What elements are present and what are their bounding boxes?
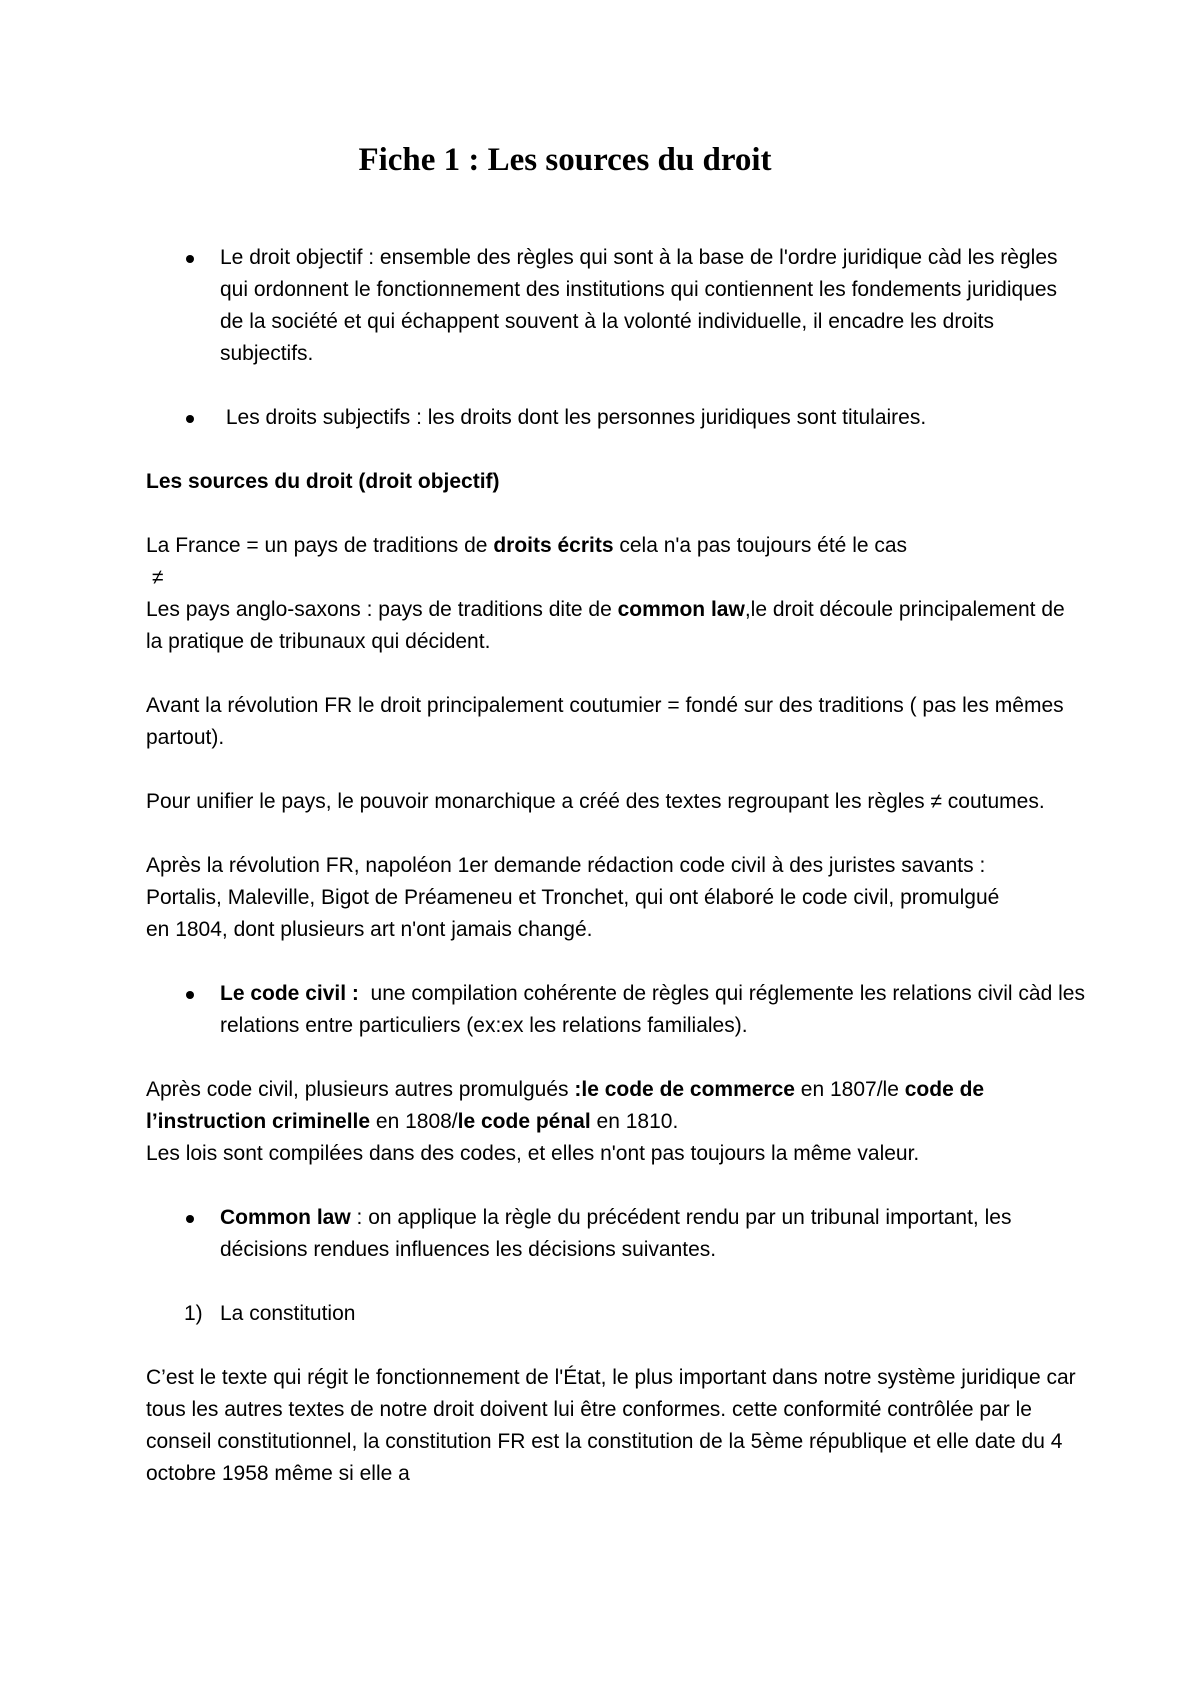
spacer xyxy=(146,434,1086,466)
bold-run: Common law xyxy=(220,1206,351,1229)
bold-run: common law xyxy=(617,598,745,621)
bullet-code-civil xyxy=(146,978,1086,1042)
document-body xyxy=(146,242,1086,1490)
text-run: La France = un pays de traditions de xyxy=(146,534,494,557)
spacer xyxy=(146,370,1086,402)
text-run: cela n'a pas toujours été le cas xyxy=(613,534,908,557)
bullet-text: Le droit objectif : ensemble des règles qui sont à la base de l'ordre juridique càd les règles qui ordonnent le fonctionnement des institutions qui contiennent les fondements juridiques de la société et qui échappent souvent à la volonté individuelle, il encadre les droits subjectifs. xyxy=(220,246,1058,365)
bullet-droit-objectif xyxy=(146,242,1086,370)
bullet-dot-icon xyxy=(186,415,194,423)
bullet-text: : on applique la règle du précédent rendu par un tribunal important, les décisions rendues influences les décisions suivantes. xyxy=(220,1206,1012,1261)
bold-run: :le code de commerce xyxy=(574,1078,795,1101)
bullet-text: Les droits subjectifs : les droits dont les personnes juridiques sont titulaires. xyxy=(220,406,927,429)
text-run: en 1804, dont plusieurs art n'ont jamais changé. xyxy=(146,918,593,941)
paragraph-coutumier: Avant la révolution FR le droit principalement coutumier = fondé sur des traditions ( pas les mêmes partout). xyxy=(146,694,1064,749)
spacer xyxy=(146,946,1086,978)
spacer xyxy=(146,498,1086,530)
spacer xyxy=(146,1042,1086,1074)
bold-run: droits écrits xyxy=(493,534,614,557)
bold-run: code de l’instruction criminelle xyxy=(146,1078,985,1133)
paragraph-monarchique: Pour unifier le pays, le pouvoir monarchique a créé des textes regroupant les règles ≠ coutumes. xyxy=(146,790,1045,813)
spacer xyxy=(146,1330,1086,1362)
page-title: Fiche 1 : Les sources du droit xyxy=(358,142,772,178)
numbered-item-text: La constitution xyxy=(220,1302,356,1325)
bullet-dot-icon xyxy=(186,991,194,999)
numbered-item-constitution xyxy=(146,1298,1086,1330)
spacer xyxy=(146,1170,1086,1202)
bullet-common-law xyxy=(146,1202,1086,1266)
paragraph-autres-codes xyxy=(146,1074,1086,1170)
spacer xyxy=(146,754,1086,786)
spacer xyxy=(146,818,1086,850)
text-run: Après code civil, plusieurs autres promulgués xyxy=(146,1078,575,1101)
spacer xyxy=(146,1266,1086,1298)
bullet-text: une compilation cohérente de règles qui réglemente les relations civil càd les relations entre particuliers (ex:ex les relations familiales). xyxy=(220,982,1085,1037)
text-run: en 1810. xyxy=(590,1110,679,1133)
text-run: Les lois sont compilées dans des codes, et elles n'ont pas toujours la même valeur. xyxy=(146,1142,920,1165)
not-equal-symbol: ≠ xyxy=(146,566,164,589)
bullet-dot-icon xyxy=(186,255,194,263)
bold-run: Le code civil : xyxy=(220,982,365,1005)
spacer xyxy=(146,658,1086,690)
text-run: Les pays anglo-saxons : pays de traditions dite de xyxy=(146,598,618,621)
text-run: Après la révolution FR, napoléon 1er demande rédaction code civil à des juristes savants : Portalis, Maleville, Bigot de Préameneu et Tronchet, qui ont élaboré le code civil, promulgué xyxy=(146,854,1000,909)
text-run: en 1808/ xyxy=(370,1110,458,1133)
bullet-droits-subjectifs xyxy=(146,402,1086,434)
paragraph-traditions xyxy=(146,530,1086,658)
paragraph-constitution: C’est le texte qui régit le fonctionnement de l'État, le plus important dans notre système juridique car tous les autres textes de notre droit doivent lui être conformes. cette conformité contrôlée par le conseil constitutionnel, la constitution FR est la constitution de la 5ème république et elle date du 4 octobre 1958 même si elle a xyxy=(146,1366,1076,1485)
section-heading-text: Les sources du droit (droit objectif) xyxy=(146,470,500,493)
text-run: en 1807/le xyxy=(794,1078,905,1101)
list-number: 1) xyxy=(184,1302,203,1325)
section-heading xyxy=(146,466,1086,498)
bold-run: le code pénal xyxy=(457,1110,591,1133)
paragraph-code-civil xyxy=(146,850,1006,946)
text-run: ,le droit découle principalement de la pratique de tribunaux qui décident. xyxy=(146,598,1065,653)
bullet-dot-icon xyxy=(186,1215,194,1223)
